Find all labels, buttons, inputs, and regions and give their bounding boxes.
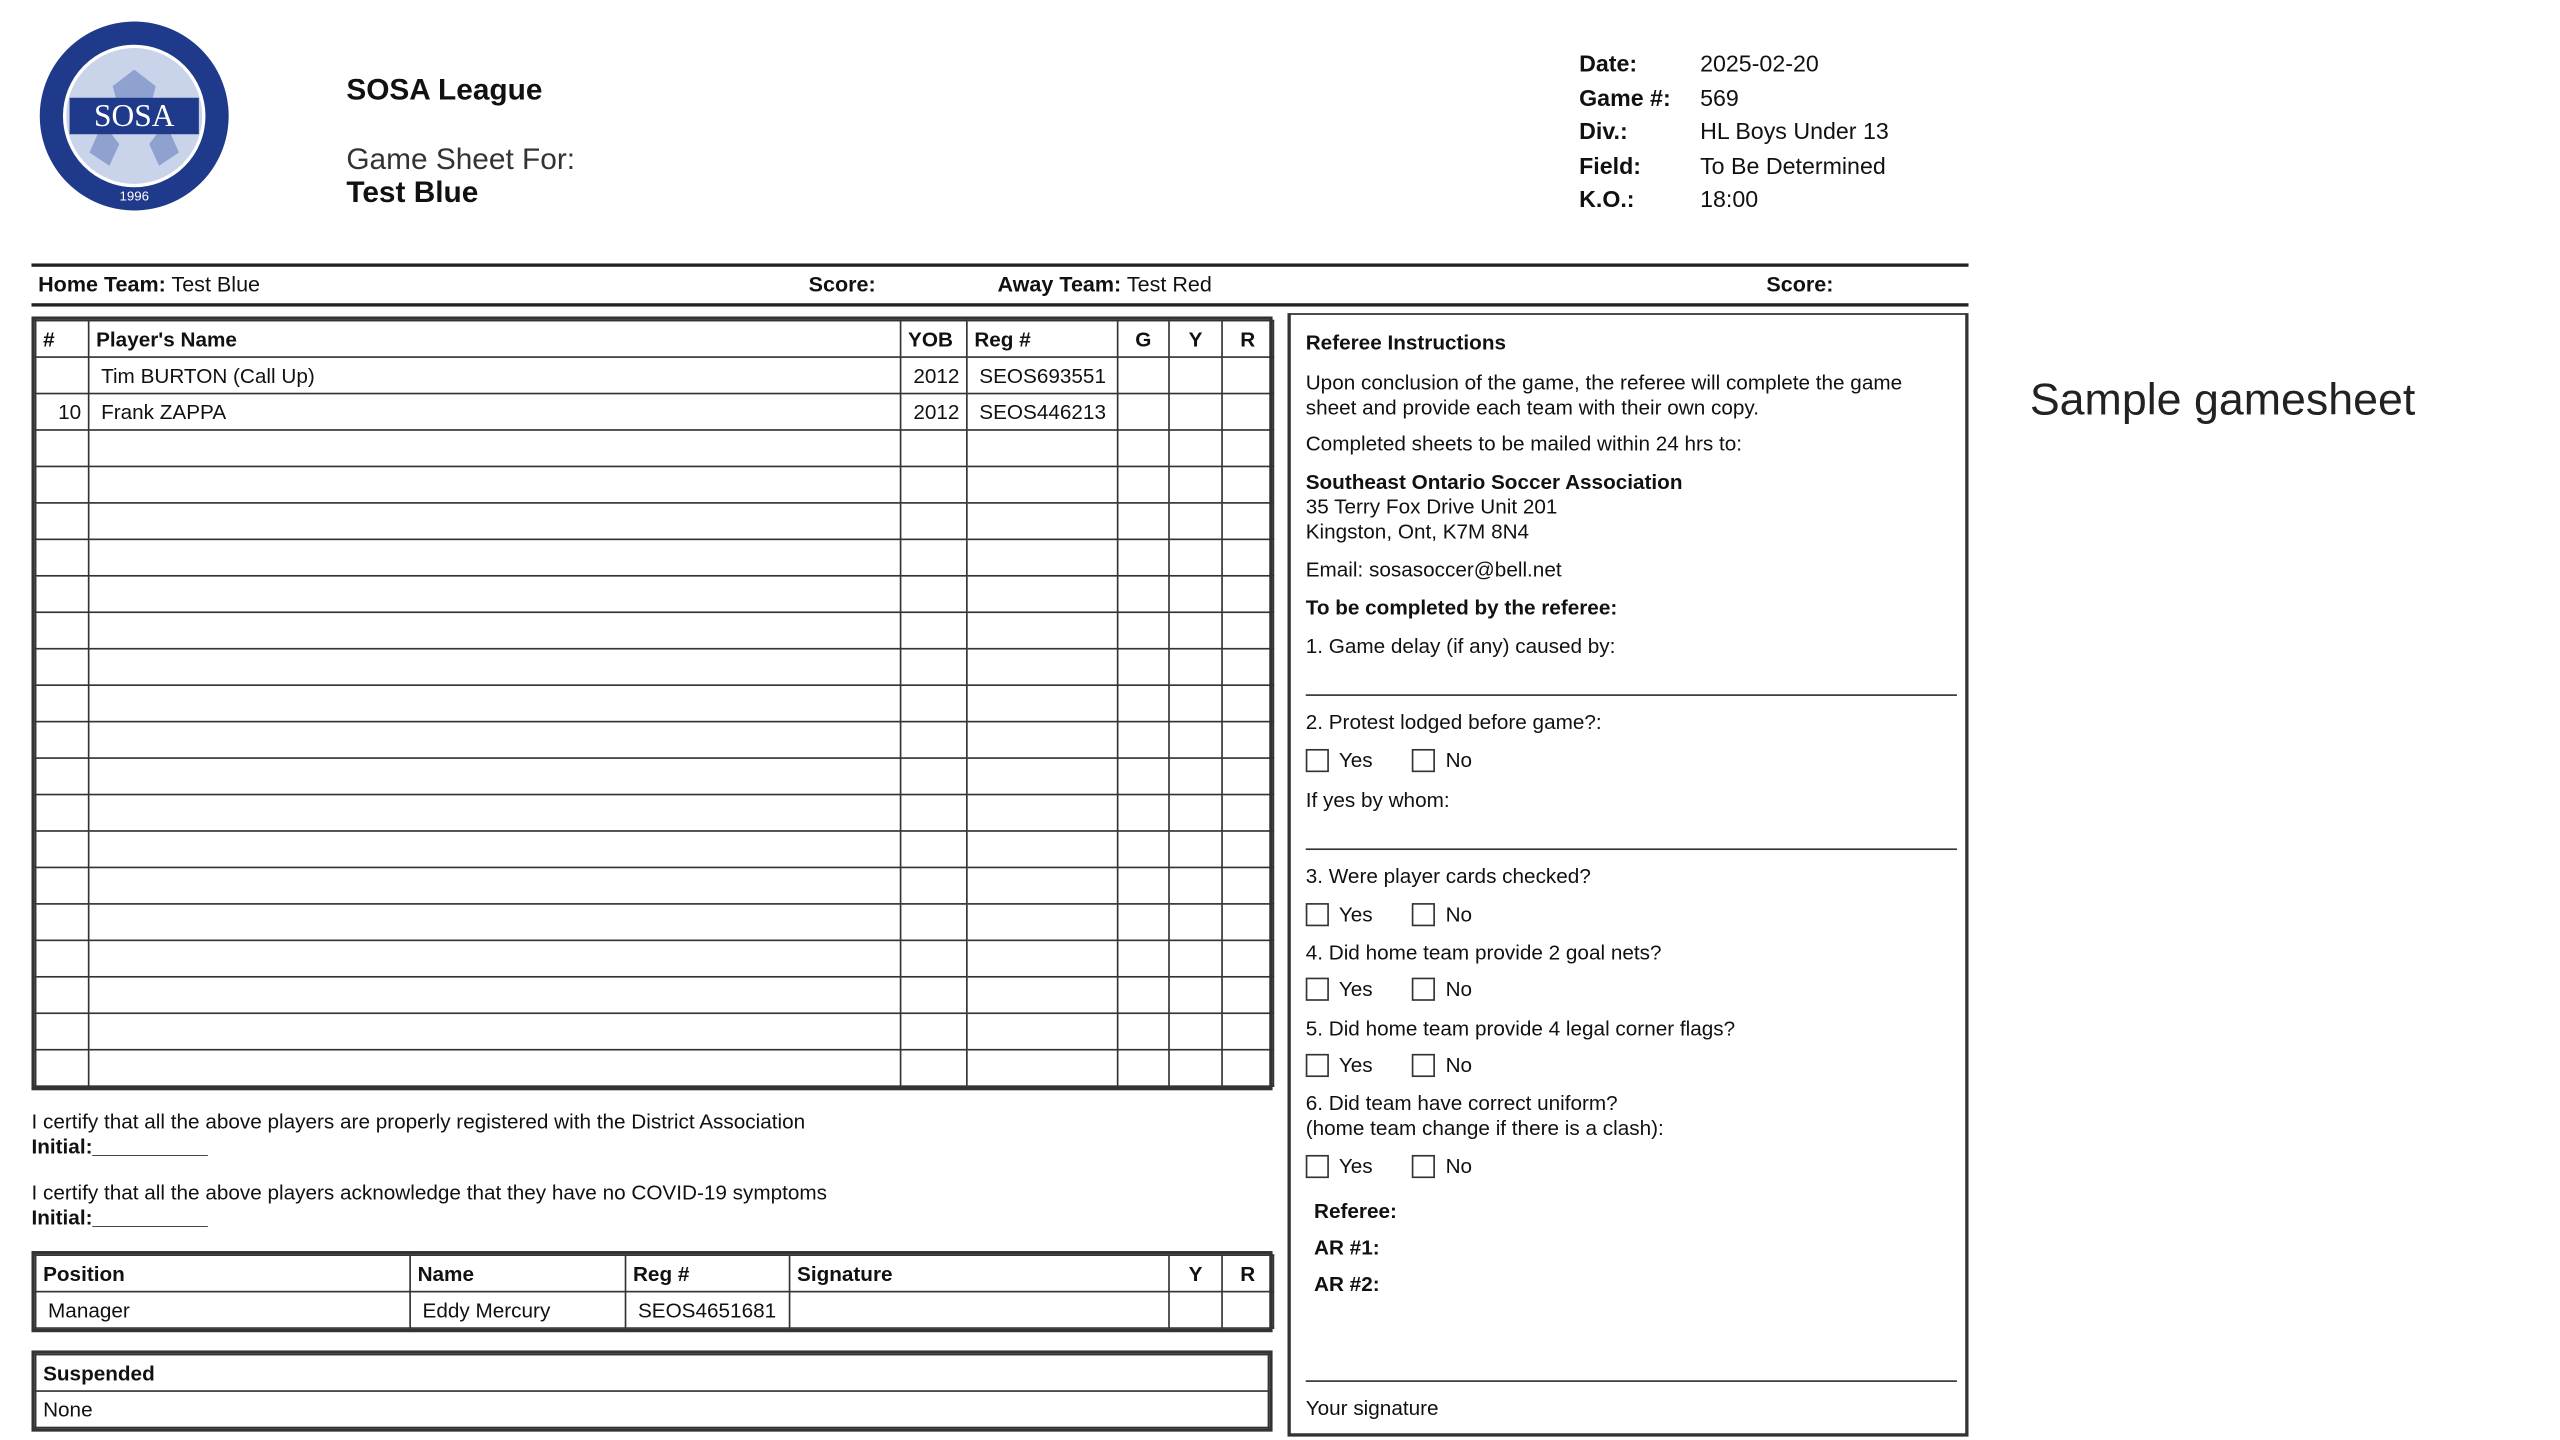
col-number: # bbox=[36, 321, 89, 357]
mail-note: Completed sheets to be mailed within 24 hrs to: bbox=[1305, 432, 1743, 456]
player-r[interactable] bbox=[1222, 612, 1273, 648]
org-email: Email: sosasoccer@bell.net bbox=[1305, 558, 1562, 582]
table-row bbox=[36, 831, 1274, 867]
staff-y[interactable] bbox=[1169, 1292, 1222, 1328]
player-y[interactable] bbox=[1169, 1050, 1222, 1086]
table-row bbox=[36, 685, 1274, 721]
player-r[interactable] bbox=[1222, 977, 1273, 1013]
player-reg bbox=[967, 1013, 1118, 1049]
info-value: 18:00 bbox=[1700, 186, 1759, 213]
referee-panel bbox=[1287, 313, 1968, 1436]
staff-position: Manager bbox=[36, 1292, 410, 1328]
yes-no-q4 bbox=[1306, 978, 1472, 1001]
sosa-logo bbox=[36, 20, 232, 212]
player-reg bbox=[967, 758, 1118, 794]
player-g[interactable] bbox=[1118, 940, 1169, 976]
col-player-name: Player's Name bbox=[89, 321, 901, 357]
yes-checkbox[interactable] bbox=[1306, 1054, 1329, 1077]
col-r: R bbox=[1222, 1255, 1273, 1291]
player-name bbox=[89, 940, 901, 976]
table-row bbox=[36, 466, 1274, 502]
player-g[interactable] bbox=[1118, 357, 1169, 393]
staff-header bbox=[36, 1255, 1274, 1291]
player-number: 10 bbox=[36, 394, 89, 430]
question-6-sub: (home team change if there is a clash): bbox=[1305, 1116, 1664, 1141]
player-y[interactable] bbox=[1169, 539, 1222, 575]
player-name bbox=[89, 649, 901, 685]
player-r[interactable] bbox=[1222, 649, 1273, 685]
player-reg bbox=[967, 466, 1118, 502]
player-name bbox=[89, 612, 901, 648]
player-y[interactable] bbox=[1169, 430, 1222, 466]
game-info-row bbox=[1579, 183, 1889, 217]
certification-text: I certify that all the above players are properly registered with the District Association bbox=[31, 1110, 806, 1134]
player-reg bbox=[967, 977, 1118, 1013]
roster-table bbox=[31, 316, 1272, 1090]
home-team: Home Team: Test Blue bbox=[38, 271, 261, 297]
game-sheet-for-label: Game Sheet For: bbox=[346, 142, 576, 176]
table-row bbox=[36, 394, 1274, 430]
player-r[interactable] bbox=[1222, 1013, 1273, 1049]
sample-caption: Sample gamesheet bbox=[2029, 374, 2416, 425]
table-row bbox=[36, 977, 1274, 1013]
player-yob bbox=[901, 831, 967, 867]
game-info-row bbox=[1579, 81, 1889, 115]
player-yob: 2012 bbox=[901, 357, 967, 393]
table-row bbox=[36, 1013, 1274, 1049]
no-checkbox[interactable] bbox=[1412, 1054, 1435, 1077]
player-y[interactable] bbox=[1169, 394, 1222, 430]
player-reg bbox=[967, 430, 1118, 466]
table-row bbox=[36, 649, 1274, 685]
player-number bbox=[36, 576, 89, 612]
suspended-table bbox=[31, 1350, 1272, 1431]
col-name: Name bbox=[410, 1255, 625, 1291]
table-row bbox=[36, 722, 1274, 758]
player-name bbox=[89, 1050, 901, 1086]
player-number bbox=[36, 977, 89, 1013]
question-4: 4. Did home team provide 2 goal nets? bbox=[1305, 941, 1662, 965]
player-r[interactable] bbox=[1222, 795, 1273, 831]
game-info-row bbox=[1579, 46, 1889, 80]
player-name bbox=[89, 867, 901, 903]
table-row bbox=[36, 576, 1274, 612]
player-g[interactable] bbox=[1118, 722, 1169, 758]
player-r[interactable] bbox=[1222, 503, 1273, 539]
player-name bbox=[89, 576, 901, 612]
player-number bbox=[36, 466, 89, 502]
yes-checkbox[interactable] bbox=[1306, 749, 1329, 772]
yes-no-q6 bbox=[1306, 1155, 1472, 1178]
player-yob: 2012 bbox=[901, 394, 967, 430]
player-yob bbox=[901, 904, 967, 940]
player-name bbox=[89, 685, 901, 721]
info-label: Div.: bbox=[1579, 117, 1628, 145]
question-3: 3. Were player cards checked? bbox=[1305, 864, 1591, 889]
player-yob bbox=[901, 758, 967, 794]
player-number bbox=[36, 357, 89, 393]
player-r[interactable] bbox=[1222, 539, 1273, 575]
no-label: No bbox=[1445, 903, 1473, 927]
player-g[interactable] bbox=[1118, 1050, 1169, 1086]
player-number bbox=[36, 831, 89, 867]
player-yob bbox=[901, 685, 967, 721]
player-g[interactable] bbox=[1118, 831, 1169, 867]
staff-reg: SEOS4651681 bbox=[626, 1292, 790, 1328]
player-r[interactable] bbox=[1222, 394, 1273, 430]
player-reg bbox=[967, 904, 1118, 940]
player-g[interactable] bbox=[1118, 576, 1169, 612]
player-yob bbox=[901, 576, 967, 612]
info-value: To Be Determined bbox=[1700, 152, 1886, 179]
staff-name: Eddy Mercury bbox=[410, 1292, 625, 1328]
player-g[interactable] bbox=[1118, 503, 1169, 539]
suspended-title: Suspended bbox=[36, 1355, 1269, 1391]
player-g[interactable] bbox=[1118, 758, 1169, 794]
player-y[interactable] bbox=[1169, 867, 1222, 903]
player-y[interactable] bbox=[1169, 940, 1222, 976]
player-g[interactable] bbox=[1118, 394, 1169, 430]
player-number bbox=[36, 649, 89, 685]
player-name bbox=[89, 722, 901, 758]
player-r[interactable] bbox=[1222, 466, 1273, 502]
player-g[interactable] bbox=[1118, 612, 1169, 648]
player-y[interactable] bbox=[1169, 977, 1222, 1013]
col-position: Position bbox=[36, 1255, 410, 1291]
player-number bbox=[36, 904, 89, 940]
player-number bbox=[36, 1050, 89, 1086]
player-number bbox=[36, 612, 89, 648]
player-reg bbox=[967, 576, 1118, 612]
player-name bbox=[89, 977, 901, 1013]
player-y[interactable] bbox=[1169, 722, 1222, 758]
player-y[interactable] bbox=[1169, 904, 1222, 940]
info-label: K.O.: bbox=[1579, 186, 1635, 213]
col-r: R bbox=[1222, 321, 1273, 357]
player-y[interactable] bbox=[1169, 758, 1222, 794]
player-r[interactable] bbox=[1222, 758, 1273, 794]
away-team: Away Team: Test Red bbox=[997, 271, 1212, 297]
player-y[interactable] bbox=[1169, 831, 1222, 867]
player-number bbox=[36, 940, 89, 976]
player-g[interactable] bbox=[1118, 867, 1169, 903]
player-r[interactable] bbox=[1222, 940, 1273, 976]
referee-title: Referee Instructions bbox=[1305, 331, 1507, 355]
player-yob bbox=[901, 539, 967, 575]
col-y: Y bbox=[1169, 321, 1222, 357]
player-yob bbox=[901, 940, 967, 976]
table-row bbox=[36, 904, 1274, 940]
player-yob bbox=[901, 649, 967, 685]
player-r[interactable] bbox=[1222, 831, 1273, 867]
yes-label: Yes bbox=[1338, 903, 1373, 927]
player-yob bbox=[901, 1050, 967, 1086]
signature-line[interactable] bbox=[1306, 1380, 1957, 1382]
player-r[interactable] bbox=[1222, 430, 1273, 466]
player-name bbox=[89, 1013, 901, 1049]
player-r[interactable] bbox=[1222, 357, 1273, 393]
player-g[interactable] bbox=[1118, 430, 1169, 466]
player-r[interactable] bbox=[1222, 685, 1273, 721]
col-g: G bbox=[1118, 321, 1169, 357]
no-label: No bbox=[1445, 748, 1473, 773]
table-row bbox=[36, 795, 1274, 831]
table-row bbox=[36, 867, 1274, 903]
player-y[interactable] bbox=[1169, 503, 1222, 539]
staff-table bbox=[31, 1251, 1272, 1332]
org-address-2: Kingston, Ont, K7M 8N4 bbox=[1305, 520, 1530, 544]
player-reg bbox=[967, 722, 1118, 758]
player-name bbox=[89, 466, 901, 502]
player-g[interactable] bbox=[1118, 649, 1169, 685]
player-reg bbox=[967, 503, 1118, 539]
no-checkbox[interactable] bbox=[1412, 903, 1435, 926]
player-y[interactable] bbox=[1169, 466, 1222, 502]
table-row bbox=[36, 1050, 1274, 1086]
player-number bbox=[36, 1013, 89, 1049]
col-reg: Reg # bbox=[626, 1255, 790, 1291]
player-g[interactable] bbox=[1118, 795, 1169, 831]
player-y[interactable] bbox=[1169, 1013, 1222, 1049]
q2-whom: If yes by whom: bbox=[1305, 788, 1450, 812]
ar2-label: AR #2: bbox=[1314, 1272, 1380, 1296]
player-y[interactable] bbox=[1169, 795, 1222, 831]
player-g[interactable] bbox=[1118, 466, 1169, 502]
home-score-label: Score: bbox=[808, 271, 876, 297]
question-6: 6. Did team have correct uniform? bbox=[1305, 1091, 1618, 1116]
player-yob bbox=[901, 503, 967, 539]
player-reg bbox=[967, 539, 1118, 575]
yes-label: Yes bbox=[1338, 1154, 1373, 1179]
player-reg: SEOS693551 bbox=[967, 357, 1118, 393]
yes-no-q3 bbox=[1306, 903, 1472, 926]
player-y[interactable] bbox=[1169, 649, 1222, 685]
initial-field[interactable]: Initial:__________ bbox=[31, 1206, 208, 1230]
question-1: 1. Game delay (if any) caused by: bbox=[1305, 634, 1616, 658]
no-label: No bbox=[1445, 977, 1473, 1001]
question-2: 2. Protest lodged before game?: bbox=[1305, 710, 1602, 735]
player-yob bbox=[901, 612, 967, 648]
player-r[interactable] bbox=[1222, 904, 1273, 940]
player-g[interactable] bbox=[1118, 685, 1169, 721]
logo-text: SOSA bbox=[93, 97, 175, 133]
question-5: 5. Did home team provide 4 legal corner flags? bbox=[1305, 1017, 1736, 1041]
player-yob bbox=[901, 430, 967, 466]
logo-year: 1996 bbox=[119, 188, 149, 204]
table-row bbox=[36, 357, 1274, 393]
game-info-row bbox=[1579, 149, 1889, 183]
answer-line[interactable] bbox=[1306, 694, 1957, 696]
org-address-1: 35 Terry Fox Drive Unit 201 bbox=[1305, 495, 1558, 519]
player-name bbox=[89, 795, 901, 831]
player-number bbox=[36, 722, 89, 758]
player-name bbox=[89, 430, 901, 466]
col-reg: Reg # bbox=[967, 321, 1118, 357]
player-r[interactable] bbox=[1222, 576, 1273, 612]
yes-no-q5 bbox=[1306, 1054, 1472, 1077]
staff-r[interactable] bbox=[1222, 1292, 1273, 1328]
yes-label: Yes bbox=[1338, 1053, 1373, 1078]
player-reg bbox=[967, 649, 1118, 685]
player-r[interactable] bbox=[1222, 867, 1273, 903]
staff-row bbox=[36, 1292, 1274, 1328]
yes-label: Yes bbox=[1338, 748, 1373, 773]
team-line bbox=[31, 265, 1968, 305]
ar1-label: AR #1: bbox=[1314, 1236, 1380, 1260]
col-y: Y bbox=[1169, 1255, 1222, 1291]
player-number bbox=[36, 539, 89, 575]
player-reg: SEOS446213 bbox=[967, 394, 1118, 430]
initial-field[interactable]: Initial:__________ bbox=[31, 1135, 208, 1159]
staff-signature[interactable] bbox=[790, 1292, 1169, 1328]
table-row bbox=[36, 503, 1274, 539]
suspended-value: None bbox=[36, 1391, 1269, 1427]
info-value: HL Boys Under 13 bbox=[1700, 117, 1889, 145]
yes-label: Yes bbox=[1338, 977, 1373, 1001]
player-yob bbox=[901, 466, 967, 502]
complete-heading: To be completed by the referee: bbox=[1305, 596, 1618, 620]
referee-intro: Upon conclusion of the game, the referee will complete the game sheet and provide each team with their own copy. bbox=[1305, 371, 1903, 420]
table-row bbox=[36, 612, 1274, 648]
player-y[interactable] bbox=[1169, 685, 1222, 721]
player-g[interactable] bbox=[1118, 539, 1169, 575]
yes-checkbox[interactable] bbox=[1306, 1155, 1329, 1178]
player-reg bbox=[967, 867, 1118, 903]
certification-text: I certify that all the above players acknowledge that they have no COVID-19 symptoms bbox=[31, 1181, 828, 1205]
player-y[interactable] bbox=[1169, 612, 1222, 648]
player-name bbox=[89, 904, 901, 940]
roster-header bbox=[36, 321, 1274, 357]
player-number bbox=[36, 867, 89, 903]
player-name bbox=[89, 758, 901, 794]
player-reg bbox=[967, 795, 1118, 831]
player-reg bbox=[967, 831, 1118, 867]
player-name bbox=[89, 831, 901, 867]
game-info-row bbox=[1579, 115, 1889, 149]
player-r[interactable] bbox=[1222, 1050, 1273, 1086]
player-number bbox=[36, 795, 89, 831]
yes-checkbox[interactable] bbox=[1306, 903, 1329, 926]
divider bbox=[31, 303, 1968, 306]
player-name bbox=[89, 503, 901, 539]
no-label: No bbox=[1445, 1154, 1473, 1179]
table-row bbox=[36, 940, 1274, 976]
player-g[interactable] bbox=[1118, 977, 1169, 1013]
player-reg bbox=[967, 1050, 1118, 1086]
player-number bbox=[36, 685, 89, 721]
yes-checkbox[interactable] bbox=[1306, 978, 1329, 1001]
info-label: Field: bbox=[1579, 152, 1641, 179]
player-g[interactable] bbox=[1118, 1013, 1169, 1049]
referee-label: Referee: bbox=[1314, 1199, 1397, 1223]
player-y[interactable] bbox=[1169, 576, 1222, 612]
player-reg bbox=[967, 940, 1118, 976]
yes-no-q2 bbox=[1306, 749, 1472, 772]
player-number bbox=[36, 503, 89, 539]
league-title: SOSA League bbox=[346, 72, 543, 107]
player-r[interactable] bbox=[1222, 722, 1273, 758]
player-y[interactable] bbox=[1169, 357, 1222, 393]
col-signature: Signature bbox=[790, 1255, 1169, 1291]
player-name bbox=[89, 539, 901, 575]
org-name: Southeast Ontario Soccer Association bbox=[1305, 470, 1683, 494]
table-row bbox=[36, 758, 1274, 794]
no-label: No bbox=[1445, 1053, 1473, 1078]
no-checkbox[interactable] bbox=[1412, 749, 1435, 772]
player-name: Frank ZAPPA bbox=[89, 394, 901, 430]
table-row bbox=[36, 539, 1274, 575]
signature-label: Your signature bbox=[1305, 1396, 1439, 1421]
player-reg bbox=[967, 685, 1118, 721]
col-yob: YOB bbox=[901, 321, 967, 357]
player-g[interactable] bbox=[1118, 904, 1169, 940]
player-reg bbox=[967, 612, 1118, 648]
info-label: Game #: bbox=[1579, 83, 1671, 111]
answer-line[interactable] bbox=[1306, 848, 1957, 850]
info-value: 2025-02-20 bbox=[1700, 49, 1819, 77]
player-yob bbox=[901, 1013, 967, 1049]
player-yob bbox=[901, 867, 967, 903]
no-checkbox[interactable] bbox=[1412, 978, 1435, 1001]
player-number bbox=[36, 758, 89, 794]
game-info bbox=[1579, 46, 1889, 217]
player-name: Tim BURTON (Call Up) bbox=[89, 357, 901, 393]
player-yob bbox=[901, 977, 967, 1013]
team-name: Test Blue bbox=[346, 175, 479, 209]
certification-2 bbox=[31, 1181, 827, 1231]
table-row bbox=[36, 430, 1274, 466]
certification-1 bbox=[31, 1110, 805, 1160]
player-yob bbox=[901, 722, 967, 758]
player-number bbox=[36, 430, 89, 466]
no-checkbox[interactable] bbox=[1412, 1155, 1435, 1178]
info-value: 569 bbox=[1700, 83, 1739, 111]
away-score-label: Score: bbox=[1766, 271, 1834, 297]
info-label: Date: bbox=[1579, 49, 1638, 77]
player-yob bbox=[901, 795, 967, 831]
